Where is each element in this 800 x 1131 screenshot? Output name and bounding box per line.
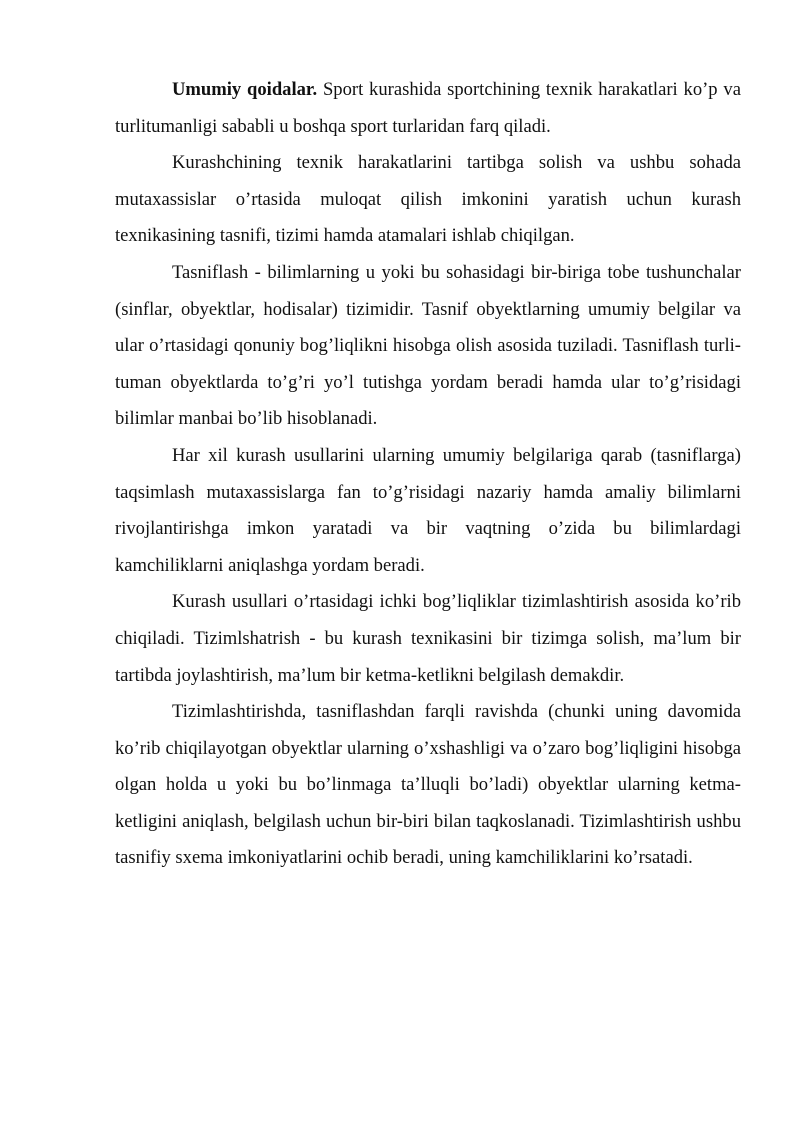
section-heading: Umumiy qoidalar. [172, 79, 318, 100]
paragraph-systematization: Kurash usullari o’rtasidagi ichki bog’liqliklar tizimlashtirish asosida ko’rib chiqiladi. Tizimlshatrish - bu kurash texnikasini bir tizimga solish, ma’lum bir tartibda joylashtirish, ma’lum bir ketma-ketlikni belgilash demakdir. [115, 591, 741, 686]
document-page [115, 72, 741, 877]
paragraph-general-rules [115, 72, 741, 145]
paragraph-classification: Tasniflash - bilimlarning u yoki bu sohasidagi bir-biriga tobe tushunchalar (sinflar, obyektlar, hodisalar) tizimidir. Tasnif obyektlarning umumiy belgilar va ular o’rtasidagi qonuniy bog’liqlikni hisobga olish asosida tuziladi. Tasniflash turli-tuman obyektlarda to’g’ri yo’l tutishga yordam beradi hamda ular to’g’risidagi bilimlar manbai bo’lib hisoblanadi. [115, 261, 741, 430]
paragraph-comparison: Tizimlashtirishda, tasniflashdan farqli ravishda (chunki uning davomida ko’rib chiqilayotgan obyektlar ularning o’xshashligi va o’zaro bog’liqligini hisobga olgan holda u yoki bu bo’linmaga ta’lluqli bo’ladi) obyektlar ularning ketma-ketligini aniqlash, belgilash uchun bir-biri bilan taqkoslanadi. Tizimlashtirish ushbu tasnifiy sxema imkoniyatlarini ochib beradi, uning kamchiliklarini ko’rsatadi. [115, 701, 741, 869]
paragraph-distribution: Har xil kurash usullarini ularning umumiy belgilariga qarab (tasniflarga) taqsimlash mutaxassislarga fan to’g’risidagi nazariy hamda amaliy bilimlarni rivojlantirishga imkon yaratadi va bir vaqtning o’zida bu bilimlardagi kamchiliklarni aniqlashga yordam beradi. [115, 444, 741, 576]
paragraph-technique-order: Kurashchining texnik harakatlarini tartibga solish va ushbu sohada mutaxassislar o’rtasida muloqat qilish imkonini yaratish uchun kurash texnikasining tasnifi, tizimi hamda atamalari ishlab chiqilgan. [115, 152, 741, 247]
paragraph-text: Sport kurashida sportchining texnik harakatlari ko’p va turlitumanligi sababli u boshqa sport turlaridan farq qiladi. [115, 79, 741, 137]
